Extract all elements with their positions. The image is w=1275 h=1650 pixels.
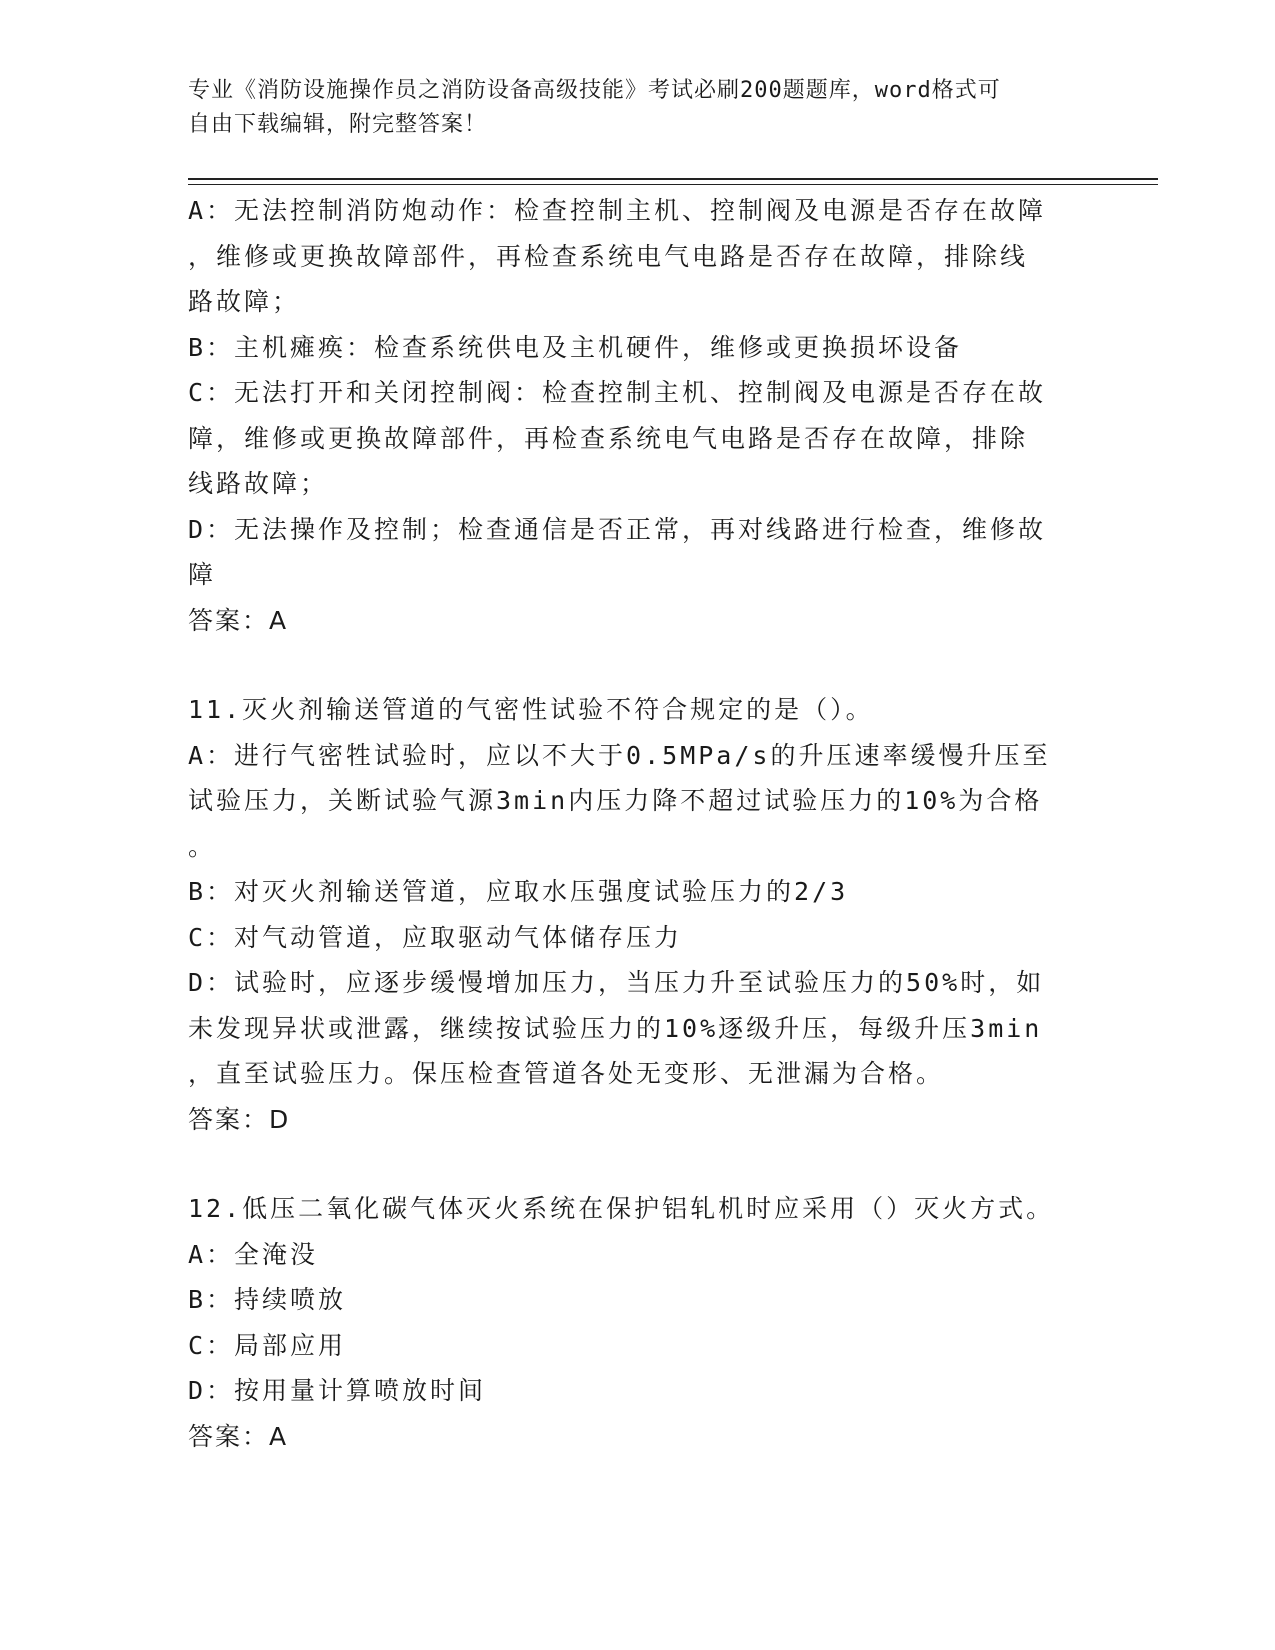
header-divider-thin xyxy=(188,184,1158,185)
q11-option-a-line-2: 试验压力，关断试验气源3min内压力降不超过试验压力的10%为合格 xyxy=(188,786,1043,815)
q12-option-d: D：按用量计算喷放时间 xyxy=(188,1376,487,1405)
q12-option-c: C：局部应用 xyxy=(188,1330,347,1360)
q10-option-c-line-2: 障，维修或更换故障部件，再检查系统电气电路是否存在故障，排除 xyxy=(188,423,1029,453)
q10-option-d-line-1: D：无法操作及控制；检查通信是否正常，再对线路进行检查，维修故 xyxy=(188,514,1047,544)
q11-answer: 答案：D xyxy=(188,1104,291,1134)
header-line-2: 自由下载编辑，附完整答案！ xyxy=(188,112,488,137)
q11-option-b: B：对灭火剂输送管道，应取水压强度试验压力的2/3 xyxy=(188,877,849,906)
q10-option-d-line-2: 障 xyxy=(188,560,217,589)
q10-option-a-line-2: ，维修或更换故障部件，再检查系统电气电路是否存在故障，排除线 xyxy=(188,241,1029,271)
document-header xyxy=(188,74,1088,142)
q10-option-a-line-1: A：无法控制消防炮动作：检查控制主机、控制阀及电源是否存在故障 xyxy=(188,196,1047,225)
q10-option-a-line-3: 路故障； xyxy=(188,287,301,316)
question-11-block xyxy=(188,687,1078,1142)
question-spacer xyxy=(188,643,1078,687)
question-content xyxy=(188,188,1078,1459)
q12-option-a: A：全淹没 xyxy=(188,1239,319,1269)
q10-option-b: B：主机瘫痪：检查系统供电及主机硬件，维修或更换损坏设备 xyxy=(188,332,963,362)
q10-option-c-line-3: 线路故障； xyxy=(188,469,329,498)
q12-question: 12.低压二氧化碳气体灭火系统在保护铝轧机时应采用（）灭火方式。 xyxy=(188,1194,1055,1223)
q11-option-c: C：对气动管道，应取驱动气体储存压力 xyxy=(188,922,683,952)
q11-option-d-line-1: D：试验时，应逐步缓慢增加压力，当压力升至试验压力的50%时，如 xyxy=(188,968,1045,997)
q11-question: 11.灭火剂输送管道的气密性试验不符合规定的是（）。 xyxy=(188,695,874,724)
header-line-1: 专业《消防设施操作员之消防设备高级技能》考试必刷200题题库，word格式可 xyxy=(188,78,1001,103)
q11-option-a-line-3: 。 xyxy=(188,831,217,861)
q11-option-d-line-3: ，直至试验压力。保压检查管道各处无变形、无泄漏为合格。 xyxy=(188,1059,945,1088)
question-spacer xyxy=(188,1142,1078,1186)
q11-option-a-line-1: A：进行气密牲试验时，应以不大于0.5MPa/s的升压速率缓慢升压至 xyxy=(188,740,1051,770)
q12-answer: 答案：A xyxy=(188,1421,289,1451)
q10-answer: 答案：A xyxy=(188,605,289,635)
q10-option-c-line-1: C：无法打开和关闭控制阀：检查控制主机、控制阀及电源是否存在故 xyxy=(188,378,1047,407)
header-divider-thick xyxy=(188,178,1158,180)
q12-option-b: B：持续喷放 xyxy=(188,1285,347,1314)
q11-option-d-line-2: 未发现异状或泄露，继续按试验压力的10%逐级升压，每级升压3min xyxy=(188,1013,1043,1043)
question-12-block xyxy=(188,1186,1078,1459)
question-10-block xyxy=(188,188,1078,643)
